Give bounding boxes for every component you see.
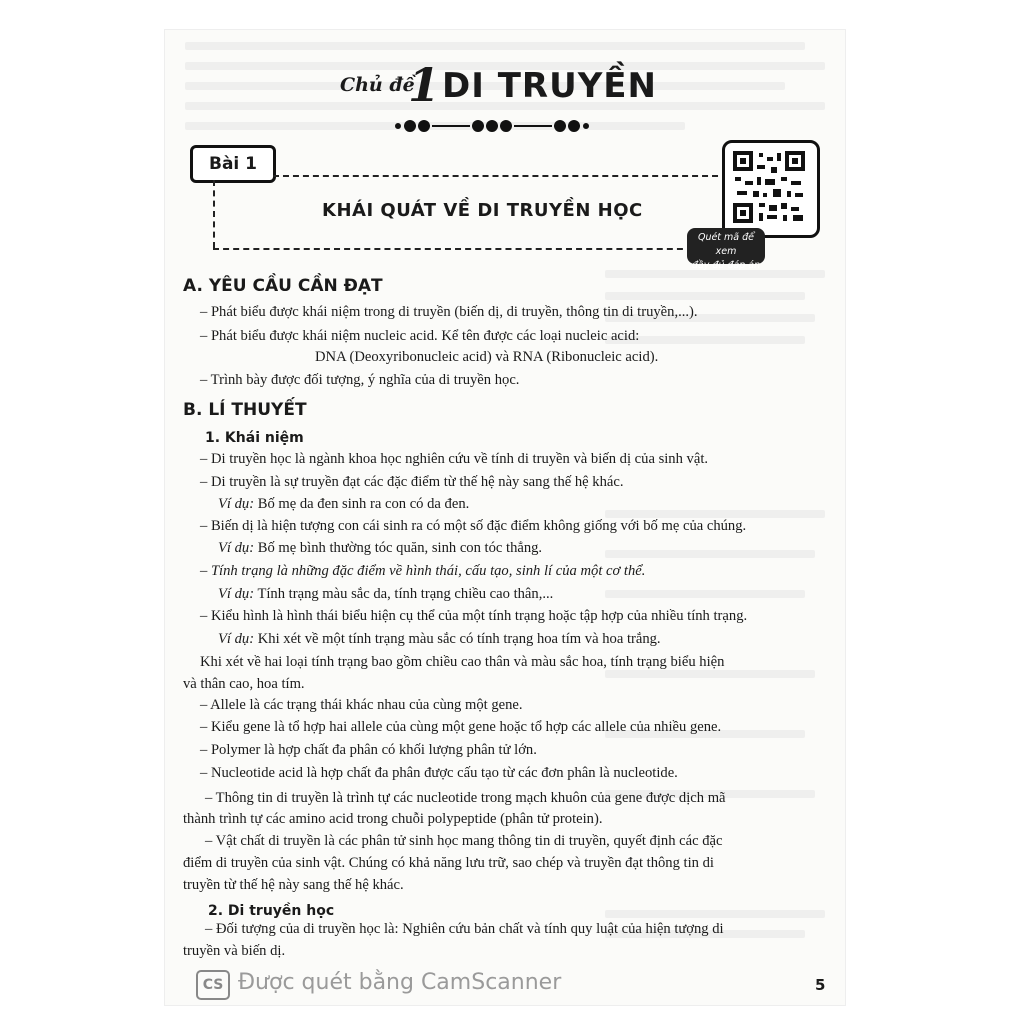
body-line: – Di truyền học là ngành khoa học nghiên cứu về tính di truyền và biến dị của sinh vật.	[200, 451, 709, 467]
body-line: – Allele là các trạng thái khác nhau của cùng một gene.	[200, 697, 523, 713]
body-line: – Thông tin di truyền là trình tự các nucleotide trong mạch khuôn của gene được dịch mã	[205, 790, 726, 806]
example-text: Tính trạng màu sắc da, tính trạng chiều cao thân,...	[254, 586, 554, 602]
topic-name: DI TRUYỀN	[442, 66, 657, 106]
dashed-border-bottom	[213, 248, 693, 250]
body-line: – Kiểu hình là hình thái biểu hiện cụ thể của một tính trạng hoặc tập hợp của nhiều tính trạng.	[200, 608, 748, 624]
example-label: Ví dụ:	[218, 540, 255, 556]
example-text: Khi xét về một tính trạng màu sắc có tính trạng hoa tím và hoa trắng.	[254, 631, 661, 647]
body-line: – Đối tượng của di truyền học là: Nghiên cứu bản chất và tính quy luật của hiện tượng di	[205, 921, 724, 937]
section-b-heading: B. LÍ THUYẾT	[183, 400, 307, 420]
qr-caption-line-2: đầy đủ đáp án	[691, 260, 761, 271]
body-line: – Polymer là hợp chất đa phân có khối lượng phân tử lớn.	[200, 742, 537, 758]
section-a-line: – Phát biểu được khái niệm nucleic acid. Kể tên được các loại nucleic acid:	[200, 328, 640, 344]
section-a-line: – Trình bày được đối tượng, ý nghĩa của di truyền học.	[200, 372, 520, 388]
qr-code-icon[interactable]	[722, 140, 820, 238]
topic-number: 1	[408, 58, 441, 112]
subsection-heading: 1. Khái niệm	[205, 430, 304, 446]
qr-caption	[687, 228, 765, 271]
example-text: Bố mẹ bình thường tóc quăn, sinh con tóc thẳng.	[254, 540, 543, 556]
example-label: Ví dụ:	[218, 496, 255, 512]
lesson-badge: Bài 1	[190, 145, 276, 183]
camscanner-logo-icon: CS	[196, 970, 230, 1000]
body-line: thành trình tự các amino acid trong chuỗi polypeptide (phân tử protein).	[183, 811, 603, 827]
example-line	[218, 496, 469, 513]
dashed-border-left	[213, 180, 215, 248]
qr-caption-line-1: Quét mã để xem	[697, 232, 755, 257]
body-line: – Nucleotide acid là hợp chất đa phân được cấu tạo từ các đơn phân là nucleotide.	[200, 765, 678, 781]
topic-prefix: Chủ đề	[340, 74, 415, 96]
example-label: Ví dụ:	[218, 631, 255, 647]
body-line-italic: – Tính trạng là những đặc điểm về hình thái, cấu tạo, sinh lí của một cơ thể.	[200, 563, 646, 579]
page-number: 5	[815, 976, 826, 994]
section-a-heading: A. YÊU CẦU CẦN ĐẠT	[183, 276, 383, 296]
example-text: Bố mẹ da đen sinh ra con có da đen.	[254, 496, 470, 512]
dashed-border-top	[273, 175, 728, 177]
body-line: truyền từ thế hệ này sang thế hệ khác.	[183, 877, 404, 893]
body-line: điểm di truyền của sinh vật. Chúng có khả năng lưu trữ, sao chép và truyền đạt thông tin di	[183, 855, 714, 871]
body-line: và thân cao, hoa tím.	[183, 676, 305, 692]
body-line: Khi xét về hai loại tính trạng bao gồm chiều cao thân và màu sắc hoa, tính trạng biểu hiện	[200, 654, 725, 670]
body-line: truyền và biến dị.	[183, 943, 286, 959]
example-line	[218, 540, 542, 557]
example-line	[218, 631, 661, 648]
example-line	[218, 586, 553, 603]
section-a-line: DNA (Deoxyribonucleic acid) và RNA (Ribonucleic acid).	[315, 349, 659, 365]
example-label: Ví dụ:	[218, 586, 255, 602]
camscanner-watermark: Được quét bằng CamScanner	[238, 970, 562, 995]
body-line: – Di truyền là sự truyền đạt các đặc điểm từ thế hệ này sang thế hệ khác.	[200, 474, 624, 490]
topic-title	[330, 60, 670, 110]
body-line: – Vật chất di truyền là các phân tử sinh học mang thông tin di truyền, quyết định các đặc	[205, 833, 723, 849]
decorative-divider	[390, 118, 600, 134]
body-line: – Biến dị là hiện tượng con cái sinh ra có một số đặc điểm không giống với bố mẹ của chúng.	[200, 518, 747, 534]
body-line: – Kiểu gene là tổ hợp hai allele của cùng một gene hoặc tổ hợp các allele của nhiều gene.	[200, 719, 722, 735]
subsection-heading: 2. Di truyền học	[208, 903, 335, 919]
lesson-title: KHÁI QUÁT VỀ DI TRUYỀN HỌC	[322, 200, 643, 221]
section-a-line: – Phát biểu được khái niệm trong di truyền (biến dị, di truyền, thông tin di truyền,...).	[200, 304, 698, 320]
